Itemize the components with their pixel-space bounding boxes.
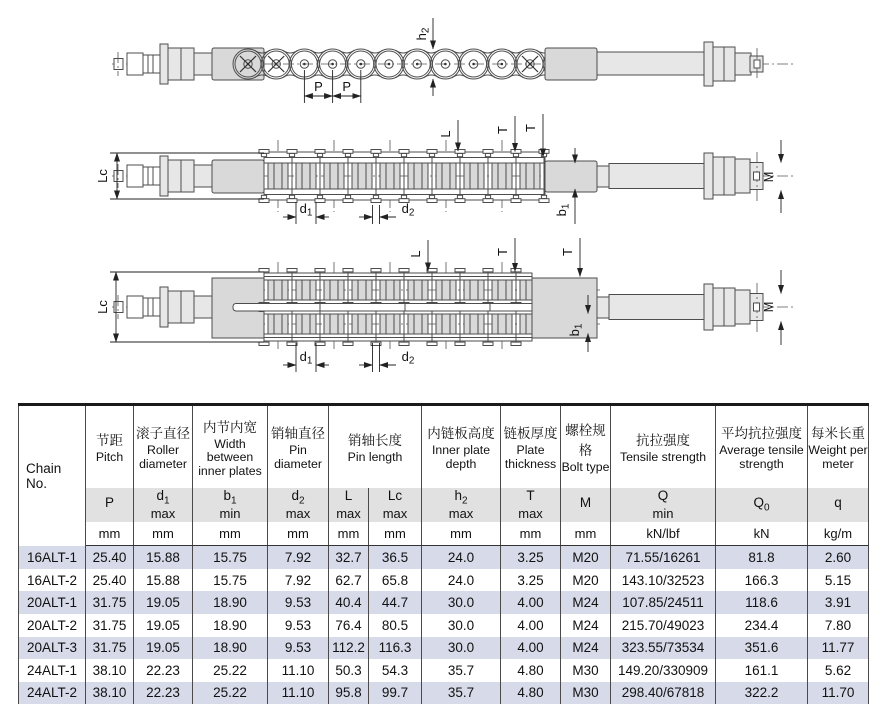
header-pin-diameter: 销轴直径 Pin diameter bbox=[268, 405, 329, 489]
value-cell: 22.23 bbox=[134, 659, 193, 682]
dim-label-p: P bbox=[342, 79, 352, 94]
value-cell: 143.10/32523 bbox=[611, 569, 716, 592]
symbol-row bbox=[19, 488, 869, 522]
chain-no-cell: 20ALT-3 bbox=[19, 637, 86, 660]
value-cell: 4.00 bbox=[501, 614, 561, 637]
value-cell: 9.53 bbox=[268, 614, 329, 637]
dim-label-p: P bbox=[314, 79, 323, 94]
value-cell: 116.3 bbox=[369, 637, 422, 660]
spec-table-body bbox=[19, 546, 869, 705]
value-cell: 3.25 bbox=[501, 546, 561, 569]
dim-label-m: M bbox=[761, 171, 776, 183]
header-pitch: 节距 Pitch bbox=[86, 405, 134, 489]
header-inner-width: 内节内宽 Width between inner plates bbox=[193, 405, 268, 489]
value-cell: 322.2 bbox=[716, 682, 808, 705]
unit-cell: mm bbox=[369, 522, 422, 546]
chain-no-cell: 24ALT-2 bbox=[19, 682, 86, 705]
value-cell: 15.88 bbox=[134, 569, 193, 592]
value-cell: 118.6 bbox=[716, 591, 808, 614]
value-cell: 351.6 bbox=[716, 637, 808, 660]
value-cell: 18.90 bbox=[193, 637, 268, 660]
value-cell: 5.15 bbox=[808, 569, 869, 592]
value-cell: 3.25 bbox=[501, 569, 561, 592]
dim-label-d2: d2 bbox=[401, 349, 415, 367]
value-cell: 161.1 bbox=[716, 659, 808, 682]
value-cell: 234.4 bbox=[716, 614, 808, 637]
value-cell: 11.70 bbox=[808, 682, 869, 705]
value-cell: 107.85/24511 bbox=[611, 591, 716, 614]
chain-no-cell: 20ALT-2 bbox=[19, 614, 86, 637]
dim-label-lc: Lc bbox=[95, 300, 110, 314]
dim-label-t: T bbox=[560, 248, 575, 256]
symbol-cell: q bbox=[808, 488, 869, 522]
dim-label-d2: d2 bbox=[401, 201, 415, 219]
symbol-cell: $d_2$ max bbox=[268, 488, 329, 522]
value-cell: 4.00 bbox=[501, 591, 561, 614]
value-cell: 35.7 bbox=[422, 682, 501, 705]
spec-table bbox=[18, 403, 869, 704]
table-row bbox=[19, 637, 869, 660]
dim-label-t: T bbox=[523, 124, 538, 132]
value-cell: 62.7 bbox=[329, 569, 369, 592]
unit-row bbox=[19, 522, 869, 546]
value-cell: 31.75 bbox=[86, 591, 134, 614]
chain-no-cell: 16ALT-2 bbox=[19, 569, 86, 592]
symbol-cell: Q min bbox=[611, 488, 716, 522]
value-cell: 38.10 bbox=[86, 659, 134, 682]
dim-label-m: M bbox=[761, 301, 776, 313]
table-row bbox=[19, 591, 869, 614]
value-cell: 65.8 bbox=[369, 569, 422, 592]
value-cell: 25.22 bbox=[193, 659, 268, 682]
value-cell: 9.53 bbox=[268, 591, 329, 614]
unit-cell: mm bbox=[501, 522, 561, 546]
dim-label-l: L bbox=[408, 250, 423, 258]
value-cell: 7.92 bbox=[268, 569, 329, 592]
value-cell: 71.55/16261 bbox=[611, 546, 716, 569]
unit-cell: mm bbox=[86, 522, 134, 546]
value-cell: 22.23 bbox=[134, 682, 193, 705]
value-cell: 166.3 bbox=[716, 569, 808, 592]
value-cell: 25.22 bbox=[193, 682, 268, 705]
symbol-cell: M bbox=[561, 488, 611, 522]
value-cell: 54.3 bbox=[369, 659, 422, 682]
value-cell: 36.5 bbox=[369, 546, 422, 569]
unit-cell: mm bbox=[422, 522, 501, 546]
value-cell: 18.90 bbox=[193, 614, 268, 637]
header-plate-thickness: 链板厚度 Plate thickness bbox=[501, 405, 561, 489]
unit-cell: mm bbox=[268, 522, 329, 546]
header-avg-tensile-strength: 平均抗拉强度 Average tensile strength bbox=[716, 405, 808, 489]
value-cell: 24.0 bbox=[422, 569, 501, 592]
table-row bbox=[19, 659, 869, 682]
value-cell: 11.10 bbox=[268, 682, 329, 705]
value-cell: M24 bbox=[561, 614, 611, 637]
unit-cell: kN bbox=[716, 522, 808, 546]
value-cell: 149.20/330909 bbox=[611, 659, 716, 682]
value-cell: 25.40 bbox=[86, 546, 134, 569]
dim-label-d1: d1 bbox=[299, 349, 313, 367]
dim-label-d1: d1 bbox=[299, 201, 313, 219]
table-row bbox=[19, 546, 869, 569]
value-cell: 31.75 bbox=[86, 637, 134, 660]
value-cell: 323.55/73534 bbox=[611, 637, 716, 660]
symbol-cell: P bbox=[86, 488, 134, 522]
header-roller-diameter: 滚子直径 Roller diameter bbox=[134, 405, 193, 489]
table-row bbox=[19, 569, 869, 592]
value-cell: 31.75 bbox=[86, 614, 134, 637]
value-cell: 19.05 bbox=[134, 637, 193, 660]
value-cell: 15.75 bbox=[193, 546, 268, 569]
value-cell: 9.53 bbox=[268, 637, 329, 660]
value-cell: M20 bbox=[561, 546, 611, 569]
unit-cell: kN/lbf bbox=[611, 522, 716, 546]
value-cell: 80.5 bbox=[369, 614, 422, 637]
value-cell: 11.77 bbox=[808, 637, 869, 660]
unit-cell: mm bbox=[561, 522, 611, 546]
value-cell: M30 bbox=[561, 659, 611, 682]
dim-label-h2: h2 bbox=[414, 27, 432, 41]
unit-cell: mm bbox=[193, 522, 268, 546]
header-tensile-strength: 抗拉强度 Tensile strength bbox=[611, 405, 716, 489]
value-cell: 95.8 bbox=[329, 682, 369, 705]
dim-label-l: L bbox=[438, 130, 453, 138]
unit-cell: mm bbox=[329, 522, 369, 546]
value-cell: 30.0 bbox=[422, 637, 501, 660]
value-cell: M24 bbox=[561, 637, 611, 660]
symbol-cell: $Q_0$ bbox=[716, 488, 808, 522]
value-cell: 35.7 bbox=[422, 659, 501, 682]
value-cell: 76.4 bbox=[329, 614, 369, 637]
value-cell: 7.80 bbox=[808, 614, 869, 637]
value-cell: 215.70/49023 bbox=[611, 614, 716, 637]
value-cell: 298.40/67818 bbox=[611, 682, 716, 705]
diagram-plan-double bbox=[95, 238, 795, 372]
value-cell: 112.2 bbox=[329, 637, 369, 660]
chain-no-cell: 20ALT-1 bbox=[19, 591, 86, 614]
value-cell: 38.10 bbox=[86, 682, 134, 705]
header-weight-per-meter: 每米长重 Weight per meter bbox=[808, 405, 869, 489]
dim-label-b1: b1 bbox=[567, 323, 585, 337]
table-row bbox=[19, 682, 869, 705]
dim-label-t: T bbox=[495, 126, 510, 134]
chain-no-header: Chain No. bbox=[19, 405, 86, 546]
value-cell: 25.40 bbox=[86, 569, 134, 592]
symbol-cell: $h_2$ max bbox=[422, 488, 501, 522]
diagram-side-view bbox=[112, 18, 795, 103]
value-cell: 7.92 bbox=[268, 546, 329, 569]
diagram-plan-single bbox=[95, 114, 795, 224]
symbol-cell: L max bbox=[329, 488, 369, 522]
value-cell: 4.80 bbox=[501, 682, 561, 705]
value-cell: 4.80 bbox=[501, 659, 561, 682]
value-cell: 15.88 bbox=[134, 546, 193, 569]
symbol-cell: $d_1$ max bbox=[134, 488, 193, 522]
value-cell: M20 bbox=[561, 569, 611, 592]
value-cell: 24.0 bbox=[422, 546, 501, 569]
header-pin-length: 销轴长度 Pin length bbox=[329, 405, 422, 489]
value-cell: 11.10 bbox=[268, 659, 329, 682]
dim-label-b1: b1 bbox=[554, 203, 572, 217]
value-cell: 40.4 bbox=[329, 591, 369, 614]
header-bolt-type: 螺栓规格 Bolt type bbox=[561, 405, 611, 489]
value-cell: 19.05 bbox=[134, 591, 193, 614]
value-cell: 50.3 bbox=[329, 659, 369, 682]
symbol-cell: T max bbox=[501, 488, 561, 522]
table-row bbox=[19, 614, 869, 637]
header-plate-depth: 内链板高度 Inner plate depth bbox=[422, 405, 501, 489]
value-cell: 18.90 bbox=[193, 591, 268, 614]
chain-no-cell: 16ALT-1 bbox=[19, 546, 86, 569]
dim-label-lc: Lc bbox=[95, 169, 110, 183]
chain-no-cell: 24ALT-1 bbox=[19, 659, 86, 682]
value-cell: 32.7 bbox=[329, 546, 369, 569]
spec-table-container bbox=[18, 403, 869, 704]
symbol-cell: $b_1$ min bbox=[193, 488, 268, 522]
value-cell: 19.05 bbox=[134, 614, 193, 637]
unit-cell: mm bbox=[134, 522, 193, 546]
value-cell: 2.60 bbox=[808, 546, 869, 569]
value-cell: 15.75 bbox=[193, 569, 268, 592]
value-cell: 44.7 bbox=[369, 591, 422, 614]
value-cell: 30.0 bbox=[422, 591, 501, 614]
value-cell: 30.0 bbox=[422, 614, 501, 637]
value-cell: 4.00 bbox=[501, 637, 561, 660]
unit-cell: kg/m bbox=[808, 522, 869, 546]
symbol-cell: Lc max bbox=[369, 488, 422, 522]
value-cell: 81.8 bbox=[716, 546, 808, 569]
header-group-row bbox=[19, 405, 869, 489]
value-cell: 3.91 bbox=[808, 591, 869, 614]
dim-label-t: T bbox=[495, 248, 510, 256]
value-cell: M30 bbox=[561, 682, 611, 705]
value-cell: M24 bbox=[561, 591, 611, 614]
value-cell: 5.62 bbox=[808, 659, 869, 682]
value-cell: 99.7 bbox=[369, 682, 422, 705]
